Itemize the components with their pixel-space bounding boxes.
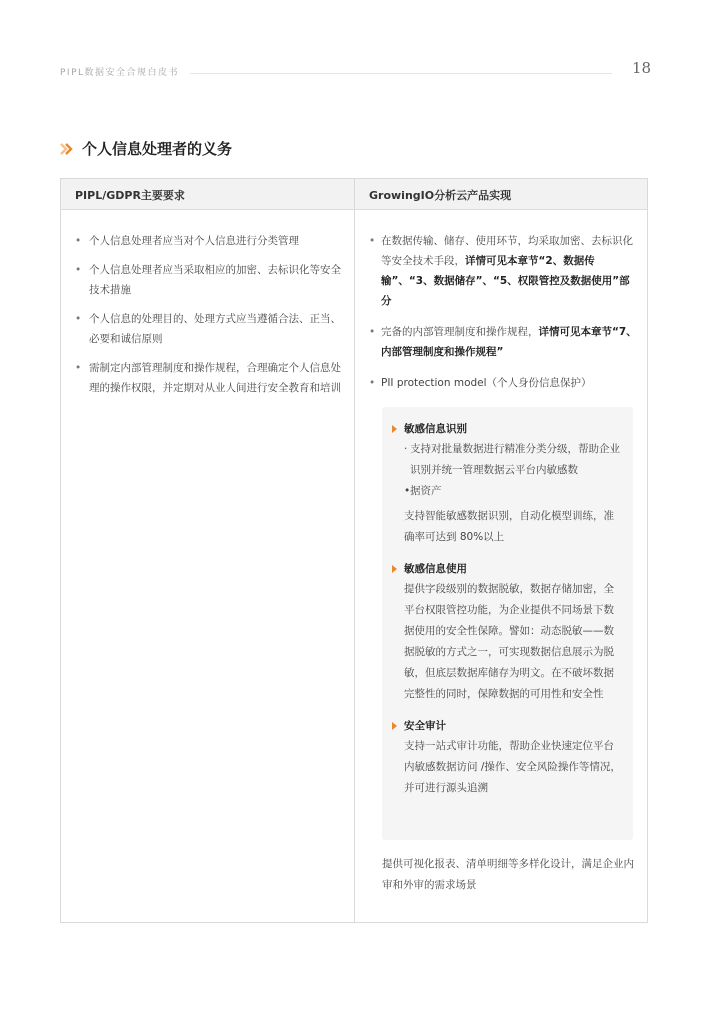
pii-section-usage [392,559,624,705]
pii-section-identification [392,419,624,548]
list-item: • 据资产 [404,485,442,497]
col2-header: GrowingIO分析云产品实现 [369,189,512,202]
pii-text: 支持智能敏感数据识别，自动化模型训练，准确率可达到 80%以上 [404,510,614,543]
header-title: PIPL数据安全合规白皮书 [60,68,180,78]
closing-text: 提供可视化报表、清单明细等多样化设计，满足企业内审和外审的需求场景 [382,858,634,891]
pii-text: 提供字段级别的数据脱敏，数据存储加密，全平台权限管控功能，为企业提供不同场景下数据使用的安全性保障。譬如：动态脱敏——数据脱敏的方式之一，可实现数据信息展示为脱敏，但底层数据库储存为明文。在不破坏数据完整性的同时，保障数据的可用性和安全性 [404,583,614,700]
triangle-bullet-icon [392,722,397,730]
double-chevron-icon [60,141,74,157]
pii-subtitle: 敏感信息识别 [404,423,467,435]
pii-subtitle: 安全审计 [404,720,446,732]
pii-protection-panel [382,407,633,840]
list-item: • PII protection model（个人身份信息保护） [369,377,592,389]
list-item: • 个人信息处理者应当对个人信息进行分类管理 [75,235,299,247]
right-implementation-list [369,231,637,404]
list-item: · 支持对批量数据进行精准分类分级，帮助企业识别并统一管理数据云平台内敏感数 [404,443,620,476]
pii-section-audit [392,716,624,799]
section-heading [60,138,232,159]
list-item: • 个人信息的处理目的、处理方式应当遵循合法、正当、必要和诚信原则 [75,313,341,345]
triangle-bullet-icon [392,565,397,573]
list-item: • 完备的内部管理制度和操作规程，详情可见本章节“7、内部管理制度和操作规程” [369,326,637,358]
pii-subtitle: 敏感信息使用 [404,563,467,575]
list-item: • 需制定内部管理制度和操作规程，合理确定个人信息处理的操作权限，并定期对从业人间进行安全教育和培训 [75,362,341,394]
section-title: 个人信息处理者的义务 [82,140,233,158]
col1-header: PIPL/GDPR主要要求 [75,189,185,202]
list-item: • 在数据传输、储存、使用环节，均采取加密、去标识化等安全技术手段，详情可见本章节“2、数据传输”、“3、数据储存”、“5、权限管控及数据使用”部分 [369,235,633,307]
left-requirements-list [75,231,341,407]
pii-text: 支持一站式审计功能，帮助企业快速定位平台内敏感数据访问 /操作、安全风险操作等情况，并可进行源头追溯 [404,740,621,794]
header-divider [190,73,612,74]
column-divider [354,179,355,922]
requirements-table [60,178,648,923]
page-number: 18 [632,59,652,77]
triangle-bullet-icon [392,425,397,433]
list-item: • 个人信息处理者应当采取相应的加密、去标识化等安全技术措施 [75,264,341,296]
